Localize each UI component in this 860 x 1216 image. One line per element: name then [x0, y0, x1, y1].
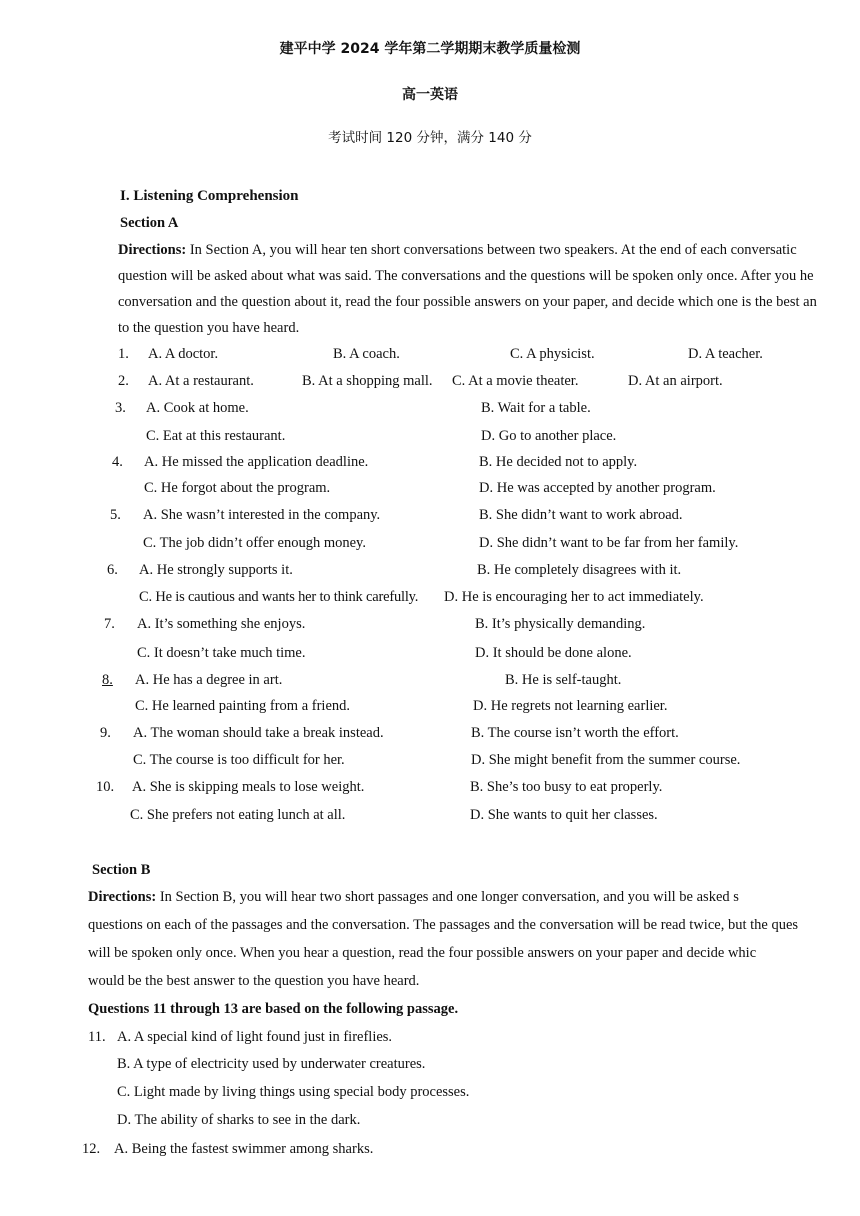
question-number: 2. [118, 373, 129, 389]
option-c: C. At a movie theater. [452, 373, 579, 389]
section-a-directions-line: question will be asked about what was said. The conversations and the questions will be spoken only once. After you he [118, 268, 814, 284]
option-d: D. The ability of sharks to see in the dark. [117, 1112, 361, 1128]
section-a-title: Section A [120, 215, 179, 231]
option-a: A. He strongly supports it. [139, 562, 293, 578]
option-a: A. He missed the application deadline. [144, 454, 369, 470]
option-c: C. He forgot about the program. [144, 480, 331, 496]
option-c: C. Light made by living things using special body processes. [117, 1084, 470, 1100]
question-number: 10. [96, 779, 115, 795]
option-c: C. A physicist. [510, 346, 595, 362]
subject-title: 高一英语 [402, 87, 458, 103]
section-b-title: Section B [92, 862, 151, 878]
section-b-directions-line [88, 889, 838, 906]
question-number: 8. [102, 672, 113, 688]
option-d: D. It should be done alone. [475, 645, 632, 661]
section-a-directions-line: to the question you have heard. [118, 320, 300, 336]
question-number: 12. [82, 1141, 101, 1157]
part-title: I. Listening Comprehension [120, 188, 299, 204]
option-d: D. He was accepted by another program. [479, 480, 716, 496]
question-number: 7. [104, 616, 115, 632]
option-b: B. She’s too busy to eat properly. [470, 779, 663, 795]
option-b: B. He decided not to apply. [479, 454, 638, 470]
option-a: A. At a restaurant. [148, 373, 254, 389]
question-number: 6. [107, 562, 118, 578]
directions-label: Directions: [88, 889, 157, 905]
section-b-directions-line: would be the best answer to the question you have heard. [88, 973, 420, 989]
question-number: 1. [118, 346, 129, 362]
option-a: A. Cook at home. [146, 400, 249, 416]
option-c: C. It doesn’t take much time. [137, 645, 306, 661]
option-b: B. A type of electricity used by underwater creatures. [117, 1056, 426, 1072]
option-d: D. She might benefit from the summer course. [471, 752, 741, 768]
directions-text: In Section B, you will hear two short passages and one longer conversation, and you will be asked s [156, 889, 739, 905]
option-a: A. It’s something she enjoys. [137, 616, 306, 632]
section-a-directions-line: conversation and the question about it, read the four possible answers on your paper, and decide which one is the best an [118, 294, 817, 310]
option-a: A. The woman should take a break instead. [133, 725, 384, 741]
question-number: 4. [112, 454, 123, 470]
option-d: D. He regrets not learning earlier. [473, 698, 668, 714]
option-a: A. Being the fastest swimmer among sharks. [114, 1141, 374, 1157]
option-b: B. Wait for a table. [481, 400, 591, 416]
option-a: A. She is skipping meals to lose weight. [132, 779, 365, 795]
group-note: Questions 11 through 13 are based on the following passage. [88, 1001, 459, 1017]
option-d: D. Go to another place. [481, 428, 617, 444]
option-c: C. She prefers not eating lunch at all. [130, 807, 346, 823]
option-c: C. He is cautious and wants her to think carefully. [139, 589, 419, 605]
option-d: D. She didn’t want to be far from her family. [479, 535, 739, 551]
option-b: B. A coach. [333, 346, 400, 362]
section-b-directions-line: questions on each of the passages and the conversation. The passages and the conversation will be read twice, but the ques [88, 917, 799, 933]
section-b-directions-line: will be spoken only once. When you hear a question, read the four possible answers on your paper and decide whic [88, 945, 757, 961]
option-c: C. The course is too difficult for her. [133, 752, 345, 768]
option-d: D. He is encouraging her to act immediately. [444, 589, 704, 605]
option-b: B. At a shopping mall. [302, 373, 433, 389]
option-a: A. A doctor. [148, 346, 219, 362]
directions-label: Directions: [118, 242, 187, 258]
option-d: D. She wants to quit her classes. [470, 807, 658, 823]
question-number: 3. [115, 400, 126, 416]
option-b: B. She didn’t want to work abroad. [479, 507, 683, 523]
school-title: 建平中学 2024 学年第二学期期末教学质量检测 [279, 41, 581, 57]
option-a: A. A special kind of light found just in fireflies. [117, 1029, 393, 1045]
option-c: C. Eat at this restaurant. [146, 428, 286, 444]
option-d: D. A teacher. [688, 346, 763, 362]
directions-text: In Section A, you will hear ten short conversations between two speakers. At the end of each conversatic [186, 242, 797, 258]
question-number: 9. [100, 725, 111, 741]
option-b: B. It’s physically demanding. [475, 616, 646, 632]
exam-info: 考试时间 120 分钟，满分 140 分 [328, 130, 532, 146]
option-b: B. He completely disagrees with it. [477, 562, 682, 578]
question-number: 11. [88, 1029, 106, 1045]
option-b: B. The course isn’t worth the effort. [471, 725, 679, 741]
option-c: C. The job didn’t offer enough money. [143, 535, 366, 551]
option-d: D. At an airport. [628, 373, 723, 389]
option-c: C. He learned painting from a friend. [135, 698, 351, 714]
question-number: 5. [110, 507, 121, 523]
option-a: A. He has a degree in art. [135, 672, 283, 688]
option-b: B. He is self-taught. [505, 672, 622, 688]
section-a-directions-line [118, 242, 838, 259]
option-a: A. She wasn’t interested in the company. [143, 507, 381, 523]
